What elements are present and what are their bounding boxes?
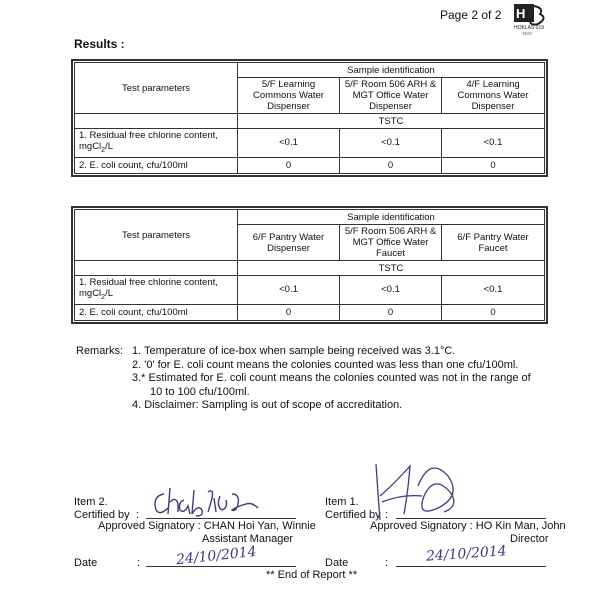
sample-name: 6/F Pantry Water Dispenser (238, 225, 340, 261)
signature-left (150, 484, 265, 520)
sample-header: Sample identification (238, 210, 545, 225)
svg-text:TEST: TEST (522, 31, 533, 36)
signatory-right: Approved Signatory : HO Kin Man, John (370, 520, 566, 532)
remark-item: 4. Disclaimer: Sampling is out of scope of accreditation. (132, 399, 403, 411)
value-cell: 0 (238, 304, 340, 320)
value-cell: 0 (340, 157, 442, 173)
value-cell: 0 (340, 304, 442, 320)
value-cell: <0.1 (442, 276, 545, 305)
remark-item: 1. Temperature of ice-box when sample being received was 3.1°C. (132, 345, 456, 357)
param-header: Test parameters (75, 63, 238, 114)
date-label-left: Date (74, 557, 98, 569)
certified-label-right: Certified by (325, 509, 381, 521)
signatory-title-right: Director (510, 533, 549, 545)
signature-right (362, 456, 472, 526)
remark-item: 2. '0' for E. coli count means the colonies counted was less than one cfu/100ml. (132, 358, 519, 371)
results-label: Results : (74, 37, 125, 51)
param-chlorine: 1. Residual free chlorine content, mgCl$_2$/L (75, 129, 238, 158)
hoklas-logo (512, 2, 552, 36)
sample-name: 5/F Room 506 ARH & MGT Office Water Dispenser (340, 78, 442, 114)
signatory-title-left: Assistant Manager (202, 533, 294, 545)
value-cell: <0.1 (442, 129, 545, 158)
end-of-report: ** End of Report ** (266, 569, 358, 581)
certified-label-left: Certified by (74, 509, 130, 521)
param-chlorine: 1. Residual free chlorine content, mgCl$_2$/L (75, 276, 238, 305)
date-label-right: Date (325, 557, 349, 569)
lab-code: TSTC (238, 261, 545, 276)
value-cell: <0.1 (340, 129, 442, 158)
item-label-left: Item 2. (74, 496, 108, 508)
value-cell: <0.1 (340, 276, 442, 305)
lab-code: TSTC (238, 114, 545, 129)
value-cell: 0 (442, 157, 545, 173)
param-ecoli: 2. E. coli count, cfu/100ml (75, 304, 238, 320)
empty-cell (75, 261, 238, 276)
certified-colon-right: : (385, 509, 389, 521)
param-ecoli: 2. E. coli count, cfu/100ml (75, 157, 238, 173)
date-colon-left: : (137, 557, 141, 569)
signatory-left: Approved Signatory : CHAN Hoi Yan, Winnie (98, 520, 316, 532)
results-table-1 (74, 62, 545, 174)
value-cell: <0.1 (238, 129, 340, 158)
remark-item: 10 to 100 cfu/100ml. (150, 385, 250, 398)
sample-name: 5/F Room 506 ARH & MGT Office Water Faucet (340, 225, 442, 261)
value-cell: 0 (442, 304, 545, 320)
sample-name: 6/F Pantry Water Faucet (442, 225, 545, 261)
remark-item: 3.* Estimated for E. coli count means the colonies counted was not in the range of (132, 372, 531, 384)
svg-text:HOKLAS 019: HOKLAS 019 (514, 25, 545, 31)
date-handwritten-left: 24/10/2014 (175, 543, 258, 569)
certified-colon-left: : (136, 509, 140, 521)
remarks-label: Remarks: (76, 345, 124, 357)
svg-text:H: H (516, 6, 526, 21)
results-table-2 (74, 209, 545, 321)
date-line-left (146, 566, 296, 567)
empty-cell (75, 114, 238, 129)
param-header: Test parameters (75, 210, 238, 261)
date-handwritten-right: 24/10/2014 (425, 543, 508, 565)
page-number: Page 2 of 2 (440, 8, 502, 22)
item-label-right: Item 1. (325, 496, 359, 508)
date-colon-right: : (385, 557, 389, 569)
sample-header: Sample identification (238, 63, 545, 78)
sample-name: 4/F Learning Commons Water Dispenser (442, 78, 545, 114)
value-cell: 0 (238, 157, 340, 173)
sample-name: 5/F Learning Commons Water Dispenser (238, 78, 340, 114)
date-line-right (396, 566, 546, 567)
value-cell: <0.1 (238, 276, 340, 305)
